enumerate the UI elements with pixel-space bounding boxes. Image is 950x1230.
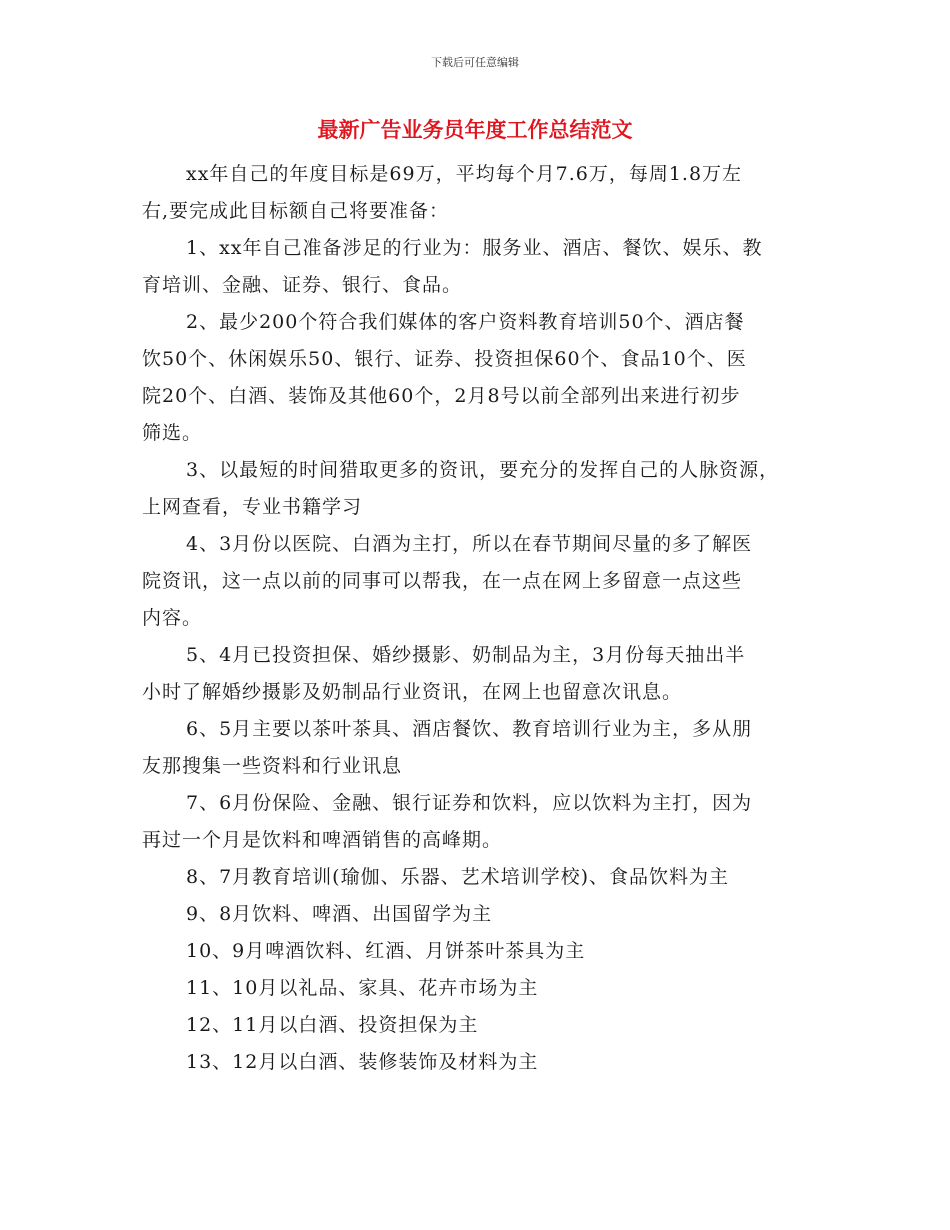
- document-body: [142, 156, 822, 1081]
- paragraph-item-4: [142, 526, 822, 637]
- text-line: 筛选。: [142, 422, 203, 444]
- text-line: 饮50个、休闲娱乐50、银行、证券、投资担保60个、食品10个、医: [142, 348, 747, 370]
- paragraph-item-13: [142, 1044, 822, 1081]
- header-note: 下载后可任意编辑: [431, 56, 519, 69]
- paragraph-item-9: [142, 896, 822, 933]
- text-line: 13、12月以白酒、装修装饰及材料为主: [186, 1051, 539, 1073]
- text-line: 9、8月饮料、啤酒、出国留学为主: [186, 903, 493, 925]
- text-line: 内容。: [142, 607, 203, 629]
- paragraph-item-11: [142, 970, 822, 1007]
- text-line: 右,要完成此目标额自己将要准备：: [142, 200, 450, 222]
- paragraph-item-8: [142, 859, 822, 896]
- text-line: 8、7月教育培训(瑜伽、乐器、艺术培训学校)、食品饮料为主: [186, 866, 730, 888]
- text-line: 院资讯，这一点以前的同事可以帮我，在一点在网上多留意一点这些: [142, 570, 743, 592]
- document-title: 最新广告业务员年度工作总结范文: [317, 118, 633, 142]
- paragraph-item-5: [142, 637, 822, 711]
- text-line: 6、5月主要以茶叶茶具、酒店餐饮、教育培训行业为主，多从朋: [186, 718, 753, 740]
- paragraph-item-2: [142, 304, 822, 452]
- text-line: 1、xx年自己准备涉足的行业为：服务业、酒店、餐饮、娱乐、教: [186, 237, 763, 259]
- text-line: 再过一个月是饮料和啤酒销售的高峰期。: [142, 829, 503, 851]
- text-line: 育培训、金融、证券、银行、食品。: [142, 274, 463, 296]
- text-line: 院20个、白酒、装饰及其他60个，2月8号以前全部列出来进行初步: [142, 385, 741, 407]
- text-line: 7、6月份保险、金融、银行证券和饮料，应以饮料为主打，因为: [186, 792, 753, 814]
- text-line: xx年自己的年度目标是69万，平均每个月7.6万，每周1.8万左: [186, 163, 743, 185]
- paragraph-item-1: [142, 230, 822, 304]
- text-line: 12、11月以白酒、投资担保为主: [186, 1014, 479, 1036]
- text-line: 友那搜集一些资料和行业讯息: [142, 755, 403, 777]
- text-line: 11、10月以礼品、家具、花卉市场为主: [186, 977, 539, 999]
- text-line: 4、3月份以医院、白酒为主打，所以在春节期间尽量的多了解医: [186, 533, 753, 555]
- paragraph-item-6: [142, 711, 822, 785]
- text-line: 小时了解婚纱摄影及奶制品行业资讯，在网上也留意次讯息。: [142, 681, 683, 703]
- paragraph-item-12: [142, 1007, 822, 1044]
- text-line: 3、以最短的时间猎取更多的资讯，要充分的发挥自己的人脉资源，: [186, 459, 780, 481]
- paragraph-item-3: [142, 452, 822, 526]
- paragraph-item-10: [142, 933, 822, 970]
- paragraph-item-7: [142, 785, 822, 859]
- paragraph-intro: [142, 156, 822, 230]
- text-line: 2、最少200个符合我们媒体的客户资料教育培训50个、酒店餐: [186, 311, 745, 333]
- text-line: 5、4月已投资担保、婚纱摄影、奶制品为主，3月份每天抽出半: [186, 644, 746, 666]
- text-line: 上网查看，专业书籍学习: [142, 496, 363, 518]
- text-line: 10、9月啤酒饮料、红酒、月饼茶叶茶具为主: [186, 940, 586, 962]
